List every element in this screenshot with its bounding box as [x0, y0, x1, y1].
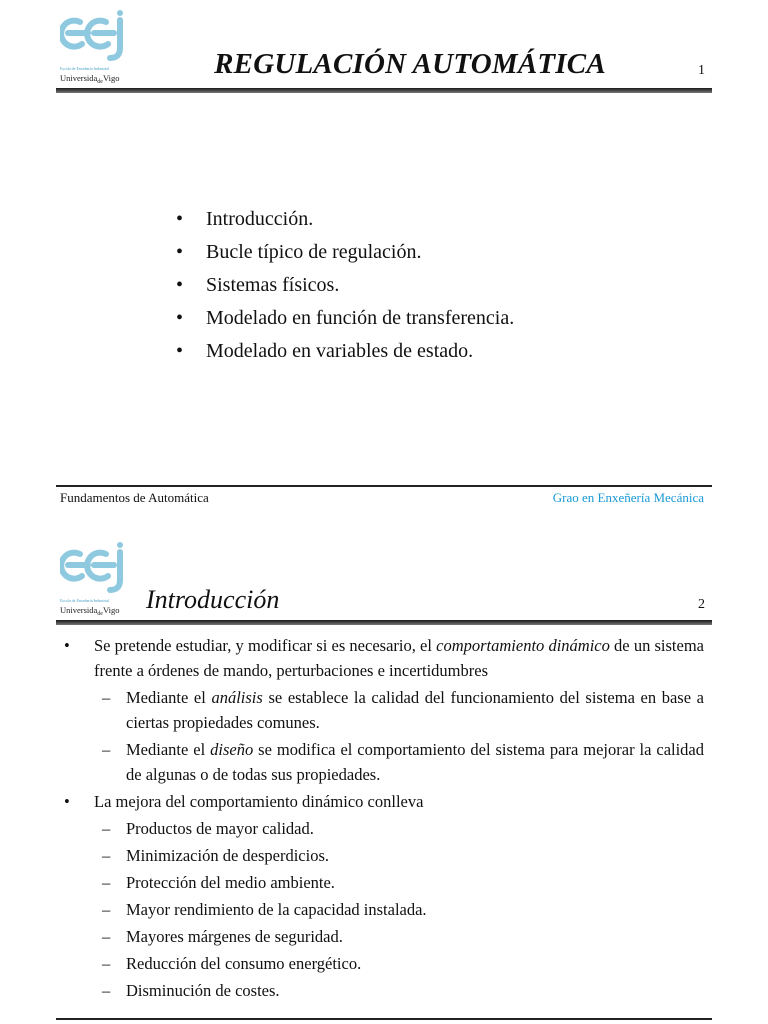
sub-bullet: – Mediante el análisis se establece la calidad del funcionamiento del sistema en base a ciertas propiedades comunes. — [102, 688, 704, 732]
sub-bullet: – Protección del medio ambiente. — [102, 873, 335, 892]
sub-bullet: – Mayor rendimiento de la capacidad instalada. — [102, 900, 427, 919]
agenda-item: • Bucle típico de regulación. — [176, 241, 422, 263]
slide1-title: REGULACIÓN AUTOMÁTICA — [214, 48, 606, 80]
slide2-body — [62, 633, 704, 1003]
header-rule — [56, 620, 712, 625]
school-logo — [58, 10, 130, 86]
sub-bullet: – Minimización de desperdicios. — [102, 846, 329, 865]
slide1-page-number: 1 — [698, 63, 705, 78]
school-name: Escola de Enxeñaría Industrial — [60, 66, 109, 71]
bullet-paragraph: • Se pretende estudiar, y modificar si es necesario, el comportamiento dinámico de un sistema frente a órdenes de mando, perturbaciones e incertidumbres — [64, 636, 704, 680]
eei-logo-icon — [60, 542, 126, 596]
agenda-item: • Modelado en función de transferencia. — [176, 307, 515, 329]
school-name: Escola de Enxeñaría Industrial — [60, 598, 109, 603]
university-name: Universida$_{de}$Vigo — [60, 605, 120, 617]
footer-rule — [56, 1018, 712, 1020]
course-name: Fundamentos de Automática — [60, 490, 209, 505]
agenda-list — [176, 203, 514, 368]
header-rule — [56, 88, 712, 93]
agenda-item: • Introducción. — [176, 208, 314, 230]
university-name: Universida$_{de}$Vigo — [60, 73, 120, 85]
footer-rule — [56, 485, 712, 487]
bullet-paragraph: • La mejora del comportamiento dinámico conlleva — [64, 792, 424, 811]
sub-bullet: – Disminución de costes. — [102, 981, 280, 1000]
sub-bullet: – Mayores márgenes de seguridad. — [102, 927, 343, 946]
slide2-title: Introducción — [146, 585, 280, 614]
slide2-page-number: 2 — [698, 597, 705, 612]
degree-name: Grao en Enxeñería Mecánica — [552, 490, 704, 505]
sub-bullet: – Reducción del consumo energético. — [102, 954, 362, 973]
agenda-item: • Sistemas físicos. — [176, 274, 340, 296]
agenda-item: • Modelado en variables de estado. — [176, 340, 474, 362]
school-logo — [58, 542, 130, 618]
sub-bullet: – Productos de mayor calidad. — [102, 819, 314, 838]
eei-logo-icon — [60, 10, 126, 64]
sub-bullet: – Mediante el diseño se modifica el comportamiento del sistema para mejorar la calidad de algunas o de todas sus propiedades. — [102, 740, 705, 784]
